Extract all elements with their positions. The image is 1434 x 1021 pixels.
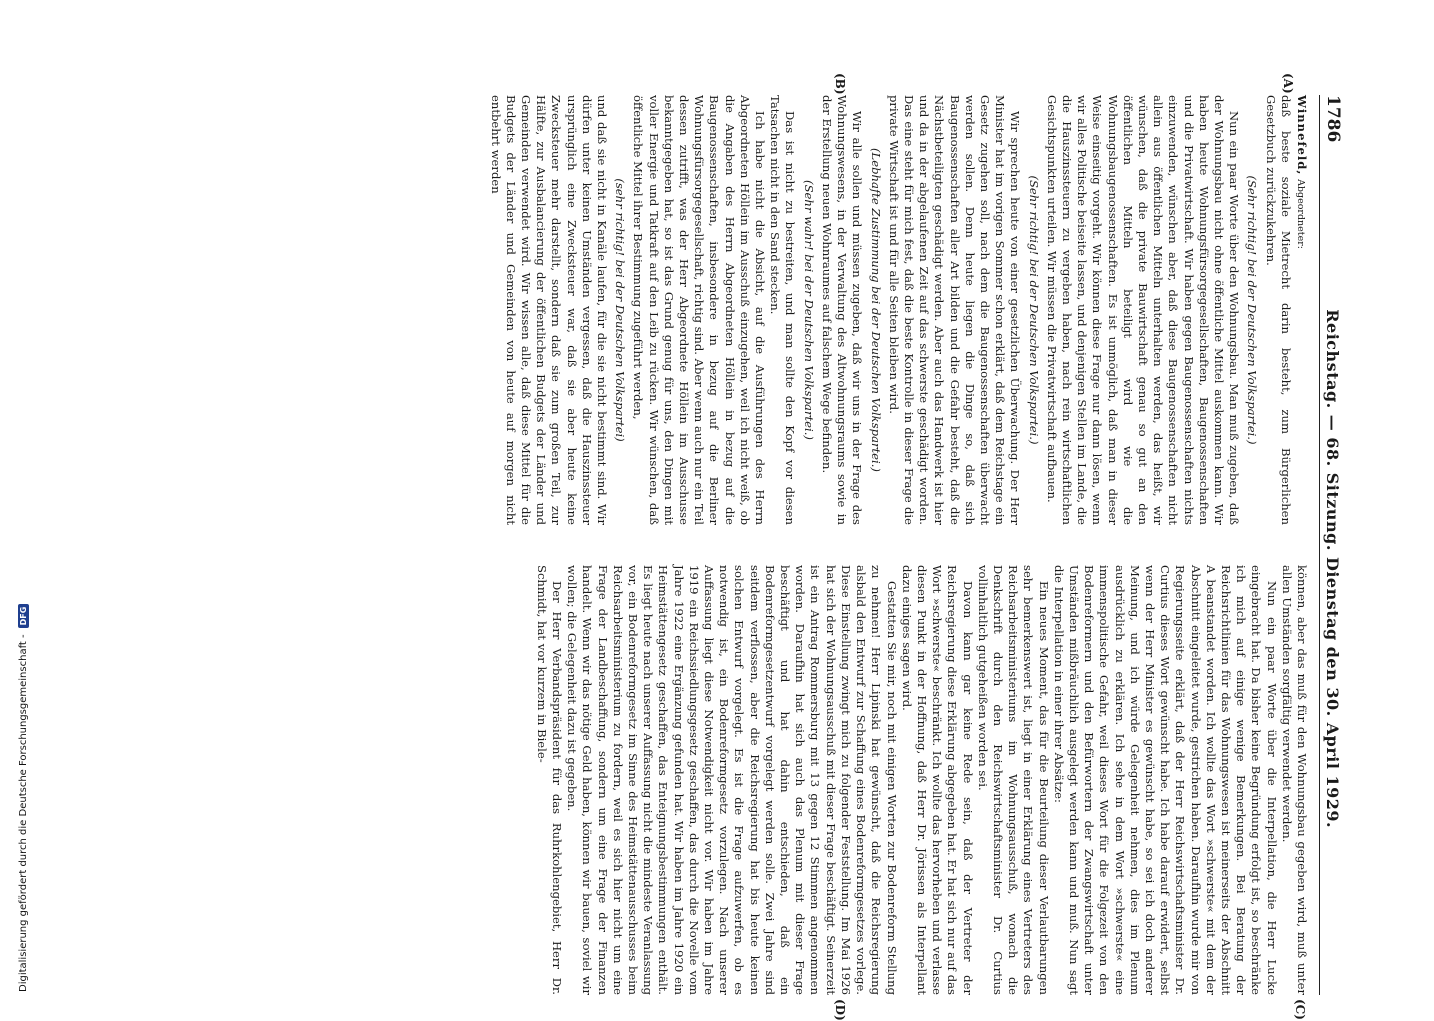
running-title: Reichstag. — 68. Sitzung. Dienstag den 30. April 1929. [1323, 309, 1342, 829]
reaction: (Sehr richtig! bei der Deutschen Volkspartei.) [1026, 175, 1041, 445]
digitization-credit [15, 0, 31, 1000]
paragraph: Davon kann gar keine Rede sein, daß der Vertreter der Reichsregierung diese Erklärung abgegeben hat. Er hat sich nur auf das Wort »schwerste« beschränkt. Ich wollte das hervorheben und verlasse diesen Punkt in der Hoffnung, daß Herr Dr. Jörissen als Interpellant dazu einiges sagen wird. [899, 565, 975, 995]
quoted-paragraph: Ein neues Moment, das für die Beurteilung dieser Verlautbarungen sehr bemerkenswert ist, liegt in einer Erklärung eines Vertreters des Reichsarbeitsministeriums im Wohnungsausschuß, wonach die Denkschrift durch den Reichswirtschaftsminister Dr. Curtius vollinhaltlich gutgeheißen worden sei. [975, 565, 1051, 995]
left-column [487, 95, 1309, 525]
page-header [1319, 95, 1347, 995]
paragraph: und daß sie nicht in Kanäle laufen, für die sie nicht bestimmt sind. Wir dürfen unter keinen Umständen vergessen, daß die Hauszinssteuer ursprünglich eine Zwecksteuer war, daß sie aber heute keine Zwecksteuer mehr darstellt, sondern daß sie zum großen Teil, zur Hälfte, zur Ausbalancierung der öffentlichen Budgets der Länder und Gemeinden verwendet wird. Wir wissen alle, daß diese Mittel für die Budgets der Länder und Gemeinden von heute auf morgen nicht entbehrt werden [488, 95, 610, 525]
speaker-line [1293, 95, 1309, 525]
paragraph: Der Herr Verbandspräsident für das Ruhrkohlengebiet, Herr Dr. Schmidt, hat vor kurzem in Biele- [534, 565, 565, 995]
paragraph: Ich habe nicht die Absicht, auf die Ausführungen des Herrn Abgeordneten Höllein im Ausschuß einzugehen, weil ich nicht weiß, ob die Angaben des Herrn Abgeordneten Höllein in bezug auf die Baugenossenschaften, insbesondere in bezug auf die Berliner Wohnungsfürsorgegesellschaft, richtig sind. Aber wenn auch nur ein Teil dessen zutrifft, was der Herr Abgeordnete Höllein im Ausschusse bekanntgegeben hat, so ist das Grund genug für uns, den Dingen mit voller Energie und Tatkraft auf den Leib zu rücken. Wir wünschen, daß öffentliche Mittel ihrer Bestimmung zugeführt werden, [631, 95, 768, 525]
paragraph: Nun ein paar Worte über die Interpellation, die Herr Lucke eingebracht hat. Da bisher keine Begründung erfolgt ist, so beschränke ich mich auf einige wenige Bemerkungen. Bei Beratung der Reichsrichtlinien für das Wohnungswesen ist meinerseits der Abschnitt A beanstandet worden. Ich wollte das Wort »schwerste« mit dem der Abschnitt eingeleitet wurde, gestrichen haben. Daraufhin wurde mir von Regierungsseite erklärt, daß der Herr Reichswirtschaftsminister Dr. Curtius dieses Wort gewünscht habe. Ich habe darauf erwidert, selbst wenn der Herr Minister es gewünscht habe, so sei ich doch anderer Meinung, und ich würde Gelegenheit nehmen, dies im Plenum ausdrücklich zu erklären. Ich sehe in dem Wort »schwerste« eine immenspolitische Gefahr, weil dieses Wort für die Folgezeit von den Bodenreformern und den Befürwortern der Zwangswirtschaft unter Umständen mißbräuchlich ausgelegt werden kann und muß. Nun sagt die Interpellation in einer ihrer Absätze: [1051, 565, 1279, 995]
margin-mark-c: (C) [1293, 999, 1307, 1020]
paragraph: Gestatten Sie mir, noch mit einigen Worten zur Bodenreform Stellung zu nehmen! Herr Lipinski hat gewünscht, daß die Reichsregierung alsbald den Entwurf zur Schaffung eines Bodenreformgesetzes vorlege. Diese Einstellung zwingt mich zu folgender Feststellung. Im Mai 1926 hat sich der Wohnungsausschuß mit dieser Frage beschäftigt. Seinerzeit ist ein Antrag Rommersburg mit 13 gegen 12 Stimmen angenommen worden. Daraufhin hat sich auch das Plenum mit dieser Frage beschäftigt und hat dahin entschieden, daß ein Bodenreformgesetzentwurf vorgelegt werden solle. Zwei Jahre sind seitdem verflossen, aber die Reichsregierung hat bis heute keinen solchen Entwurf vorgelegt. Es ist die Frage aufzuwerfen, ob es notwendig ist, ein Bodenreformgesetz vorzulegen. Nach unserer Auffassung liegt diese Notwendigkeit nicht vor. Wir haben im Jahre 1919 ein Reichssiedlungsgesetz geschaffen, das durch die Novelle vom Jahre 1922 eine Ergänzung gefunden hat. Wir haben im Jahre 1920 ein Heimstättengesetz geschaffen, das Enteignungsbestimmungen enthält. Es liegt heute nach unserer Auffassung nicht die mindeste Veranlassung vor, ein Bodenreformgesetz im Sinne des Heimstättenausschusses beim Reichsarbeitsministerium zu fordern, weil es sich hier nicht um eine Frage der Landbeschaffung, sondern um eine Frage der Finanzen handelt. Wenn wir das nötige Geld haben, können wir bauen, soviel wir wollen; die Gelegenheit dazu ist gegeben. [565, 565, 899, 995]
paragraph: Wir alle sollen und müssen zugeben, daß wir uns in der Frage des Wohnungswesens, in der Verwaltung des Altwohnungsraums sowie in der Erstellung neuen Wohnraumes auf falschem Wege befinden. [819, 95, 865, 525]
speaker-role: Abgeordneter: [1295, 179, 1306, 249]
paragraph: können, aber das muß für den Wohnungsbau gegeben wird, muß unter allen Umständen sorgfältig verwendet werden. [1279, 565, 1309, 995]
margin-mark-b: (B) [833, 73, 847, 95]
scanned-page [97, 73, 1347, 1021]
paragraph: Wir sprechen heute von einer gesetzlichen Überwachung. Der Herr Minister hat im vorigen Sommer schon erklärt, daß dem Reichstage ein Gesetz zugehen soll, nach dem die Baugenossenschaften überwacht werden sollen. Denn heute liegen die Dinge so, daß sich Baugenossenschaften aller Art bilden und die Gefahr besteht, daß die Nächstbeteiligten geschädigt werden. Aber auch das Handwerk ist hier und da in der abgelaufenen Zeit auf das schwerste geschädigt worden. Das eine steht für mich fest, daß die beste Kontrolle in dieser Frage die private Wirtschaft ist und für alle Seiten bleiben wird. [886, 95, 1023, 525]
credit-text: Digitalisierung gefördert durch die Deutsche Forschungsgemeinschaft - [17, 634, 29, 992]
speaker-name: Winnefeld, [1295, 95, 1309, 176]
dfg-logo-icon: DFG [18, 604, 29, 629]
reaction: (Sehr wahr! bei der Deutschen Volkspartei.) [801, 180, 816, 440]
page-number: 1786 [1323, 95, 1343, 143]
reaction: (sehr richtig! bei der Deutschen Volkspartei) [613, 178, 628, 442]
paragraph: daß beste soziale Mietrecht darin besteht, zum Bürgerlichen Gesetzbuch zurückzukehren. [1263, 95, 1293, 525]
paragraph: Nun ein paar Worte über den Wohnungsbau. Man muß zugeben, daß der Wohnungsbau nicht ohne öffentliche Mittel auskommen kann. Wir haben heute Wohnungsfürsorgegesellschaften, Baugenossenschaften und die Privatwirtschaft. Wir haben gegen Baugenossenschaften nichts einzuwenden, wünschen aber, daß diese Baugenossenschaften nicht allein aus öffentlichen Mitteln unterhalten werden, das heißt, wir wünschen, daß die private Bauwirtschaft genau so gut an den öffentlichen Mitteln beteiligt wird wie die Wohnungsbaugenossenschaften. Es ist unmöglich, daß man in dieser Weise einseitig vorgeht. Wir können diese Frage nur dann lösen, wenn wir alles Politische beiseite lassen, und denjenigen Stellen im Lande, die die Hauszinssteuern zu vergeben haben, nach rein wirtschaftlichen Gesichtspunkten urteilen. Wir müssen die Privatwirtschaft aufbauen. [1044, 95, 1242, 525]
margin-mark-d: (D) [833, 999, 847, 1021]
paragraph: Das ist nicht zu bestreiten, und man sollte den Kopf vor diesen Tatsachen nicht in den Sand stecken. [768, 95, 798, 525]
reaction: (Sehr richtig! bei der Deutschen Volkspartei.) [1245, 175, 1260, 445]
reaction: (Lebhafte Zustimmung bei der Deutschen Volkspartei.) [868, 148, 883, 472]
right-column [534, 565, 1309, 995]
margin-mark-a: (A) [1281, 73, 1295, 94]
